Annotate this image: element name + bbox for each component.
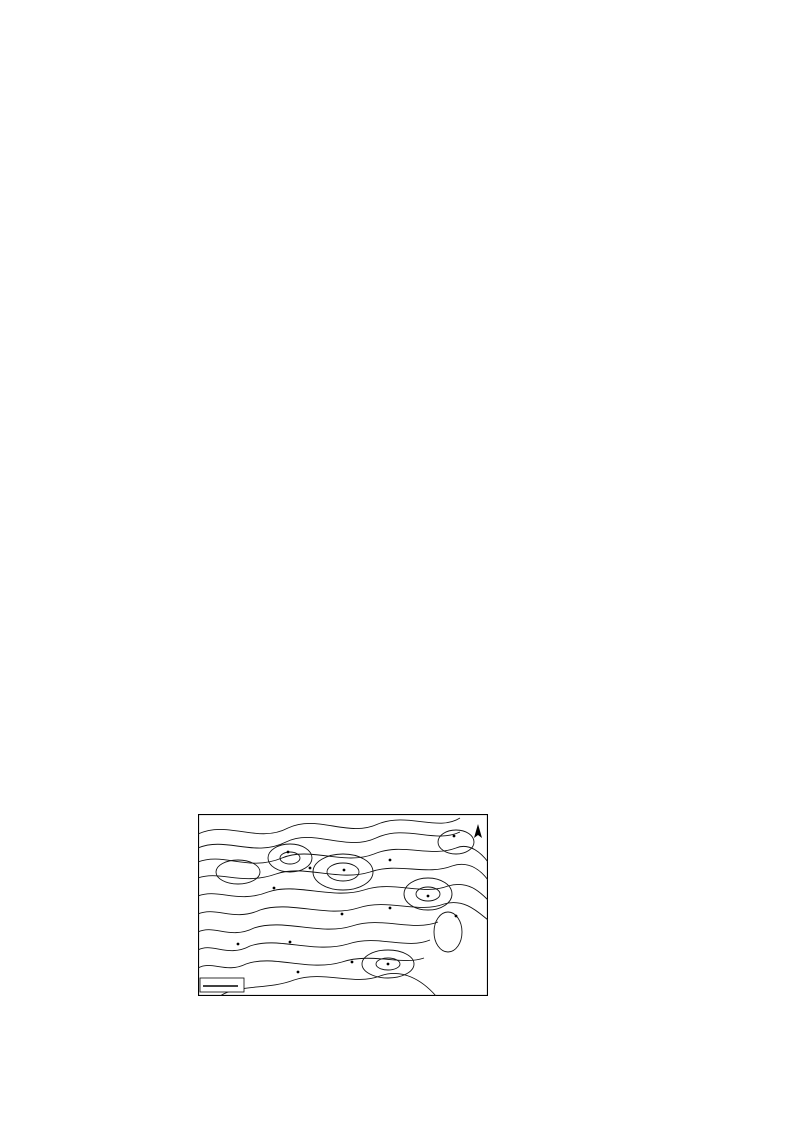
- contour-map-svg: [198, 814, 488, 996]
- scale-bar: [200, 978, 244, 992]
- figure-5-map: [198, 814, 488, 996]
